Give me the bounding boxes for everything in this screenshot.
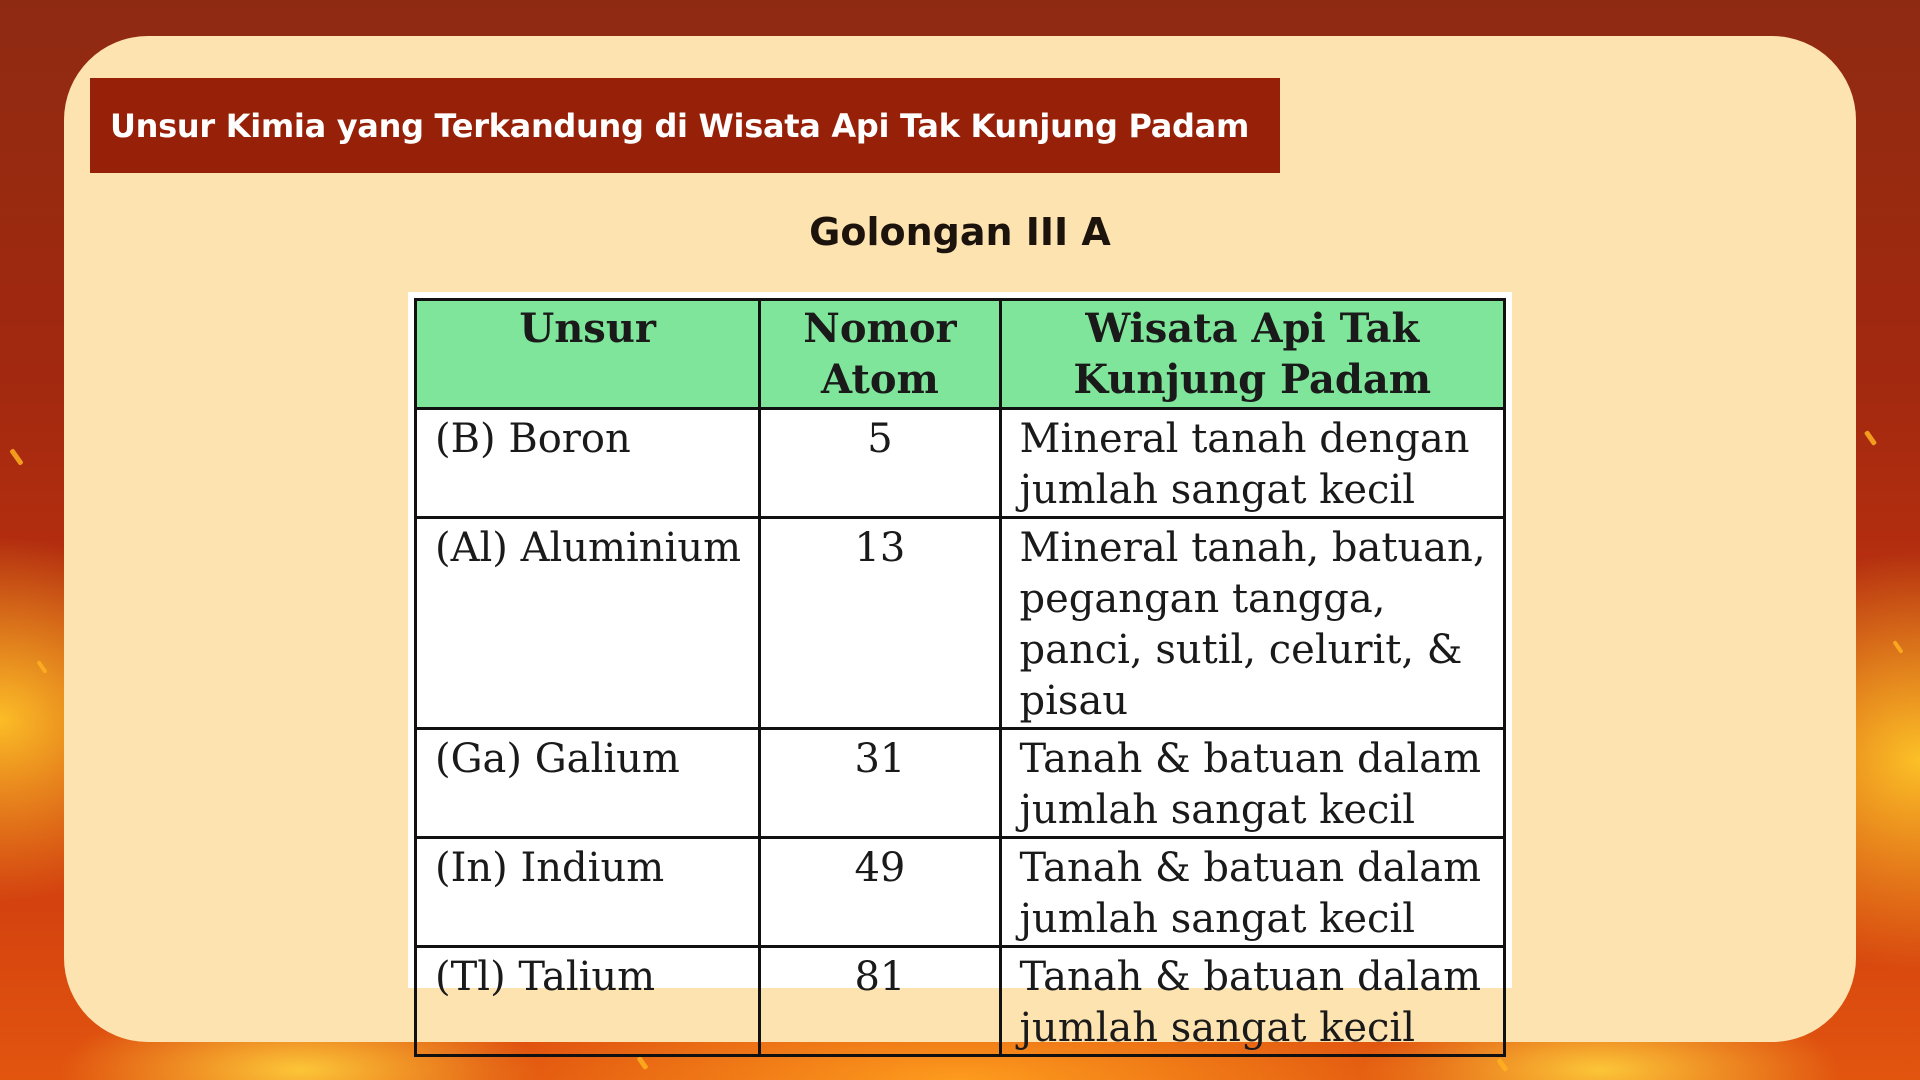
slide-subtitle: Golongan III A	[809, 210, 1111, 254]
table-row	[416, 947, 1505, 1056]
cell-wisata: Mineral tanah dengan jumlah sangat kecil	[1000, 409, 1504, 518]
ember-decoration	[36, 660, 47, 674]
header-nomor-atom: Nomor Atom	[760, 300, 1000, 409]
cell-unsur: (Ga) Galium	[416, 729, 760, 838]
table-row	[416, 838, 1505, 947]
title-banner	[90, 78, 1280, 173]
element-table	[408, 292, 1512, 1051]
cell-nomor-atom: 13	[760, 518, 1000, 729]
table-row	[416, 409, 1505, 518]
cell-unsur: (In) Indium	[416, 838, 760, 947]
cell-nomor-atom: 31	[760, 729, 1000, 838]
slide-title: Unsur Kimia yang Terkandung di Wisata Api Tak Kunjung Padam	[110, 106, 1250, 145]
cell-unsur: (B) Boron	[416, 409, 760, 518]
ember-decoration	[636, 1056, 648, 1070]
table-row	[416, 518, 1505, 729]
table-row	[416, 729, 1505, 838]
cell-nomor-atom: 49	[760, 838, 1000, 947]
ember-decoration	[9, 448, 23, 466]
cell-wisata: Tanah & batuan dalam jumlah sangat kecil	[1000, 729, 1504, 838]
ember-decoration	[1892, 640, 1903, 654]
table-header-row	[416, 300, 1505, 409]
ember-decoration	[1496, 1058, 1508, 1072]
cell-unsur: (Al) Aluminium	[416, 518, 760, 729]
header-unsur: Unsur	[416, 300, 760, 409]
cell-nomor-atom: 81	[760, 947, 1000, 1056]
cell-wisata: Tanah & batuan dalam jumlah sangat kecil	[1000, 947, 1504, 1056]
ember-decoration	[1864, 430, 1877, 446]
cell-nomor-atom: 5	[760, 409, 1000, 518]
cell-wisata: Tanah & batuan dalam jumlah sangat kecil	[1000, 838, 1504, 947]
cell-wisata: Mineral tanah, batuan, pegangan tangga, panci, sutil, celurit, & pisau	[1000, 518, 1504, 729]
data-table	[414, 298, 1506, 1057]
header-wisata: Wisata Api Tak Kunjung Padam	[1000, 300, 1504, 409]
cell-unsur: (Tl) Talium	[416, 947, 760, 1056]
